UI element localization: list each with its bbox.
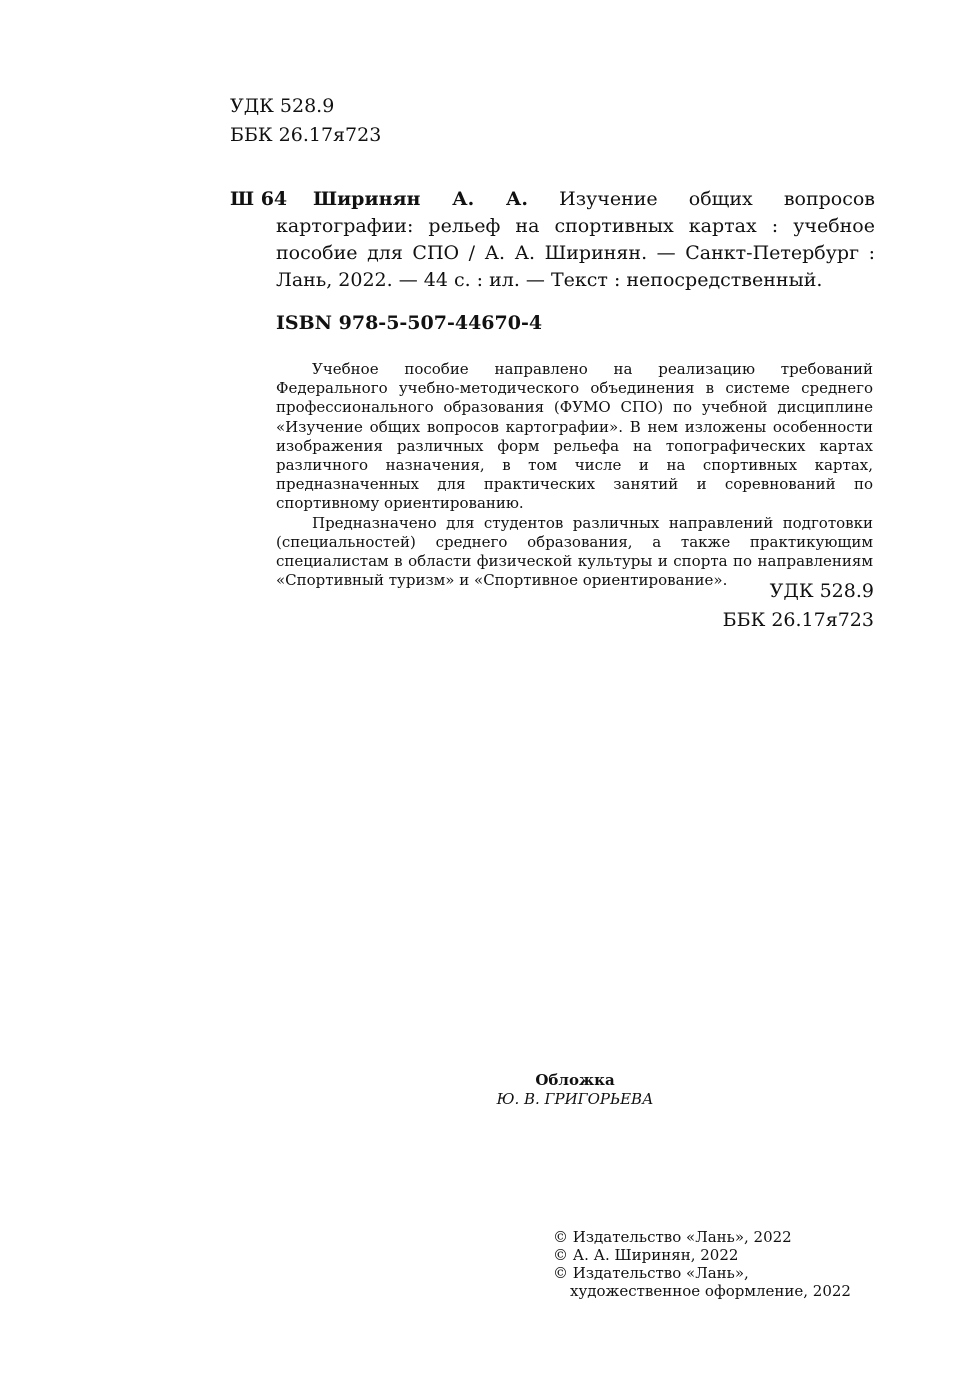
cover-label: Обложка — [535, 1071, 615, 1089]
cover-designer: Ю. В. ГРИГОРЬЕВА — [496, 1090, 654, 1108]
copyright-line: художественное оформление, 2022 — [570, 1282, 851, 1300]
annotation-paragraph: Учебное пособие направлено на реализацию требований Федерального учебно-методического объединения в системе среднего профессионального образования (ФУМО СПО) по учебной дисциплине «Изучение общих вопросов картографии». В нем изложены особенности изображения различных форм рельефа на топографических картах различного назначения, в том числе и на спортивных картах, предназначенных для практических занятий и соревнований по спортивному ориентированию. — [276, 360, 873, 513]
bibliographic-record — [230, 186, 875, 294]
bibliographic-entry — [276, 186, 875, 294]
bbk-code: ББК 26.17я723 — [722, 609, 874, 631]
udk-code: УДК 528.9 — [230, 95, 335, 117]
copyright-line: © Издательство «Лань», — [553, 1264, 749, 1282]
copyright-line: © А. А. Ширинян, 2022 — [553, 1246, 739, 1264]
copyright-block — [553, 1228, 851, 1300]
udk-code: УДК 528.9 — [769, 580, 874, 602]
annotation-paragraph: Предназначено для студентов различных направлений подготовки (специальностей) среднего образования, а также практикующим специалистам в области физической культуры и спорта по направлениям «Спортивный туризм» и «Спортивное ориентирование». — [276, 513, 873, 590]
classification-codes-top — [230, 92, 381, 150]
isbn: ISBN 978-5-507-44670-4 — [276, 312, 543, 334]
cover-credit — [400, 1071, 750, 1109]
bbk-code: ББК 26.17я723 — [230, 124, 382, 146]
bibliographic-description: Изучение общих вопросов картографии: рельеф на спортивных картах : учебное пособие для СПО / А. А. Ширинян. — Санкт-Петербург : Лань, 2022. — 44 с. : ил. — Текст : непосредственный. — [276, 188, 876, 291]
classification-codes-bottom — [723, 577, 874, 635]
copyright-line: © Издательство «Лань», 2022 — [553, 1228, 792, 1246]
annotation — [276, 360, 873, 590]
author-cipher: Ш 64 — [230, 188, 288, 210]
author-name: Ширинян А. А. — [313, 188, 529, 210]
